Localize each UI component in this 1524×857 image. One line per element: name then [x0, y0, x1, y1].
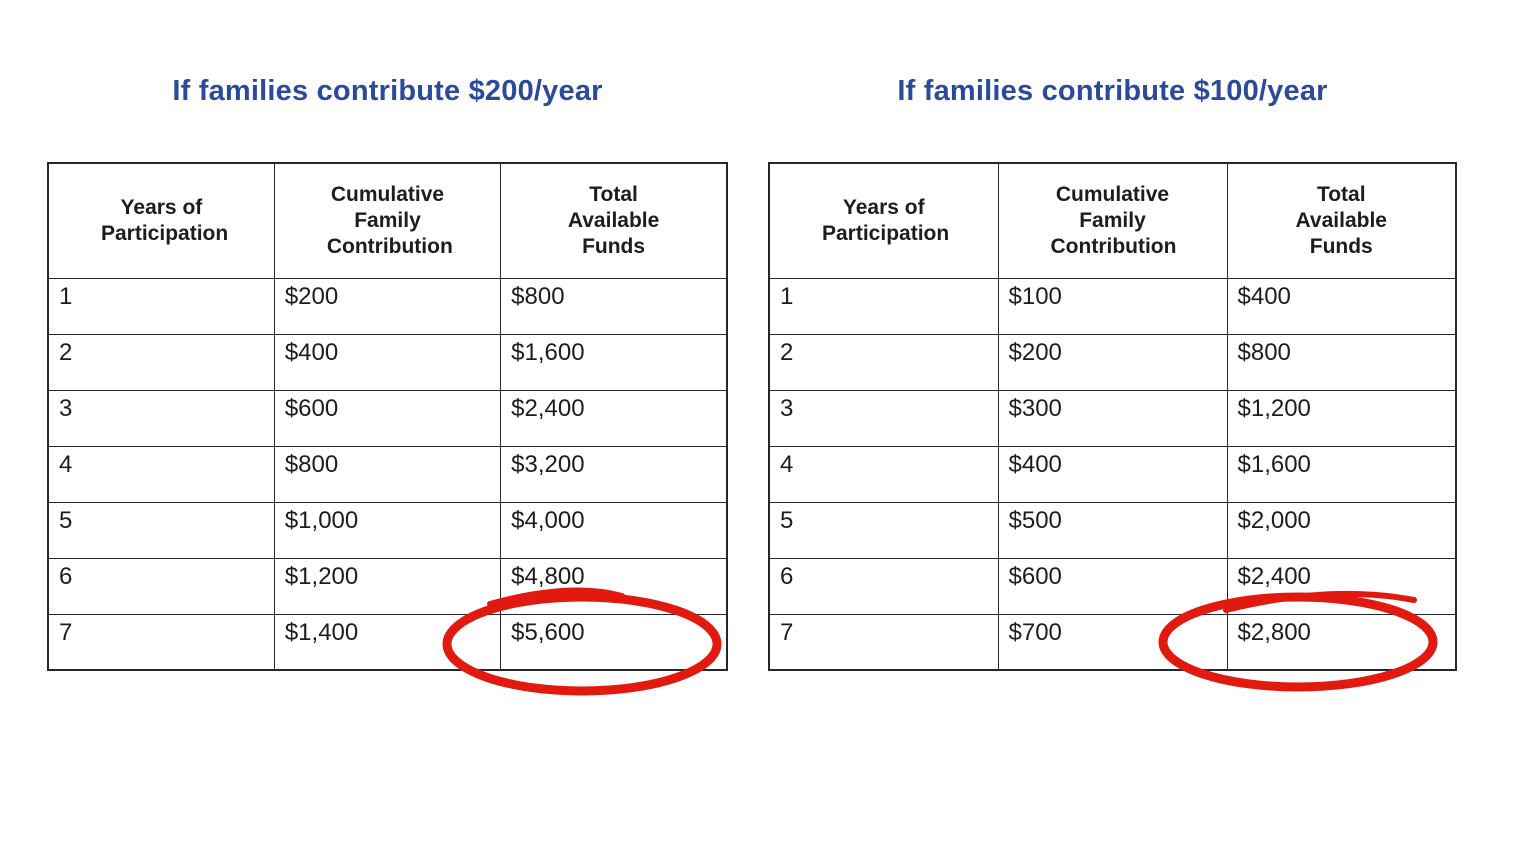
table-row	[769, 502, 1456, 558]
table-row	[48, 278, 727, 334]
table-cell: 1	[48, 278, 274, 334]
table-cell: $800	[274, 446, 500, 502]
table-cell: $600	[274, 390, 500, 446]
table-cell: $400	[274, 334, 500, 390]
table-cell: $800	[1227, 334, 1456, 390]
table-cell: 2	[48, 334, 274, 390]
table-cell: $700	[998, 614, 1227, 670]
column-header: Cumulative Family Contribution	[998, 163, 1227, 278]
column-header: Years of Participation	[769, 163, 998, 278]
table-cell: $400	[1227, 278, 1456, 334]
header-row	[769, 163, 1456, 278]
table-row	[769, 614, 1456, 670]
table-cell: 4	[769, 446, 998, 502]
column-header: Cumulative Family Contribution	[274, 163, 500, 278]
table-row	[769, 334, 1456, 390]
funds-table	[768, 162, 1457, 671]
table-cell: 6	[769, 558, 998, 614]
table-row	[769, 558, 1456, 614]
table-cell: $4,000	[501, 502, 727, 558]
table-cell: $2,400	[501, 390, 727, 446]
panel-100-title: If families contribute $100/year	[897, 75, 1328, 108]
table-row	[769, 446, 1456, 502]
table-cell: 7	[48, 614, 274, 670]
funds-table	[47, 162, 728, 671]
table-cell: $300	[998, 390, 1227, 446]
table-cell: 7	[769, 614, 998, 670]
table-row	[48, 446, 727, 502]
table-row	[48, 334, 727, 390]
header-row	[48, 163, 727, 278]
table-cell: $3,200	[501, 446, 727, 502]
table-cell: $800	[501, 278, 727, 334]
table-row	[48, 390, 727, 446]
table-row	[48, 502, 727, 558]
table-cell: $100	[998, 278, 1227, 334]
table-cell: 4	[48, 446, 274, 502]
column-header: Total Available Funds	[501, 163, 727, 278]
table-cell: 6	[48, 558, 274, 614]
column-header: Total Available Funds	[1227, 163, 1456, 278]
table-cell: $200	[998, 334, 1227, 390]
table-cell: $1,400	[274, 614, 500, 670]
funds-table-100-wrapper	[768, 162, 1457, 671]
table-cell: $1,000	[274, 502, 500, 558]
table-cell: $2,000	[1227, 502, 1456, 558]
table-row	[769, 390, 1456, 446]
table-cell: 3	[769, 390, 998, 446]
table-cell: $400	[998, 446, 1227, 502]
table-cell: $1,200	[1227, 390, 1456, 446]
table-cell: $200	[274, 278, 500, 334]
table-cell: 5	[48, 502, 274, 558]
table-cell: $2,400	[1227, 558, 1456, 614]
table-cell: $2,800	[1227, 614, 1456, 670]
table-cell: $4,800	[501, 558, 727, 614]
table-cell: $500	[998, 502, 1227, 558]
table-cell: 3	[48, 390, 274, 446]
table-row	[48, 558, 727, 614]
panel-200-title: If families contribute $200/year	[172, 75, 603, 108]
funds-table-200-wrapper	[47, 162, 728, 671]
table-cell: 1	[769, 278, 998, 334]
table-row	[769, 278, 1456, 334]
table-row	[48, 614, 727, 670]
table-cell: 5	[769, 502, 998, 558]
table-cell: $600	[998, 558, 1227, 614]
column-header: Years of Participation	[48, 163, 274, 278]
table-cell: $1,600	[501, 334, 727, 390]
table-cell: $1,600	[1227, 446, 1456, 502]
table-cell: $5,600	[501, 614, 727, 670]
table-cell: $1,200	[274, 558, 500, 614]
table-cell: 2	[769, 334, 998, 390]
